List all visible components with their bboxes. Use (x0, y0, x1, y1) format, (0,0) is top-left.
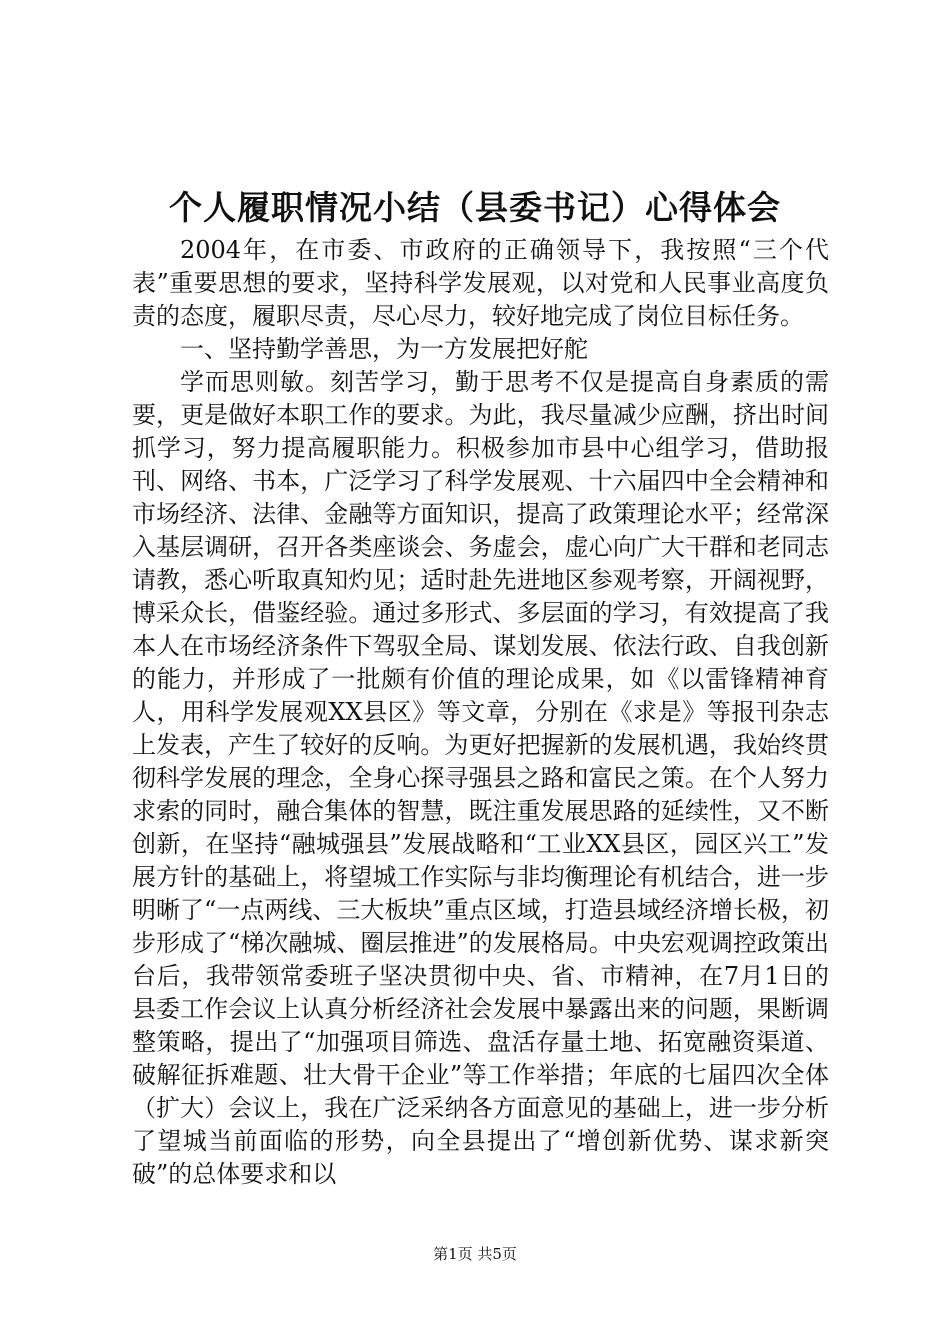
document-title: 个人履职情况小结（县委书记）心得体会 (169, 188, 781, 227)
paragraph-study: 学而思则敏。刻苦学习，勤于思考不仅是提高自身素质的需要，更是做好本职工作的要求。为此，我尽量减少应酬，挤出时间抓学习，努力提高履职能力。积极参加市县中心组学习，借助报刊、网络、书本，广泛学习了科学发展观、十六届四中全会精神和市场经济、法律、金融等方面知识，提高了政策理论水平；经常深入基层调研，召开各类座谈会、务虚会，虚心向广大干群和老同志请教，悉心听取真知灼见；适时赴先进地区参观考察，开阔视野，博采众长，借鉴经验。通过多形式、多层面的学习，有效提高了我本人在市场经济条件下驾驭全局、谋划发展、依法行政、自我创新的能力，并形成了一批颇有价值的理论成果，如《以雷锋精神育人，用科学发展观XX县区》等文章，分别在《求是》等报刊杂志上发表，产生了较好的反响。为更好把握新的发展机遇，我始终贯彻科学发展的理念，全身心探寻强县之路和富民之策。在个人努力求索的同时，融合集体的智慧，既注重发展思路的延续性，又不断创新，在坚持“融城强县”发展战略和“工业XX县区，园区兴工”发展方针的基础上，将望城工作实际与非均衡理论有机结合，进一步明晰了“一点两线、三大板块”重点区域，打造县域经济增长极，初步形成了“梯次融城、圈层推进”的发展格局。中央宏观调控政策出台后，我带领常委班子坚决贯彻中央、省、市精神，在7月1日的县委工作会议上认真分析经济社会发展中暴露出来的问题，果断调整策略，提出了“加强项目筛选、盘活存量土地、拓宽融资渠道、破解征拆难题、壮大骨干企业”等工作举措；年底的七届四次全体（扩大）会议上，我在广泛采纳各方面意见的基础上，进一步分析了望城当前面临的形势，向全县提出了“增创新优势、谋求新突破”的总体要求和以 (132, 368, 829, 1188)
page-footer: 第1页 共5页 (433, 1245, 517, 1263)
section-heading-1: 一、坚持勤学善思，为一方发展把好舵 (180, 335, 588, 363)
paragraph-intro: 2004年，在市委、市政府的正确领导下，我按照“三个代表”重要思想的要求，坚持科学发展观，以对党和人民事业高度负责的态度，履职尽责，尽心尽力，较好地完成了岗位目标任务。 (132, 236, 829, 330)
document-body (132, 234, 829, 1191)
